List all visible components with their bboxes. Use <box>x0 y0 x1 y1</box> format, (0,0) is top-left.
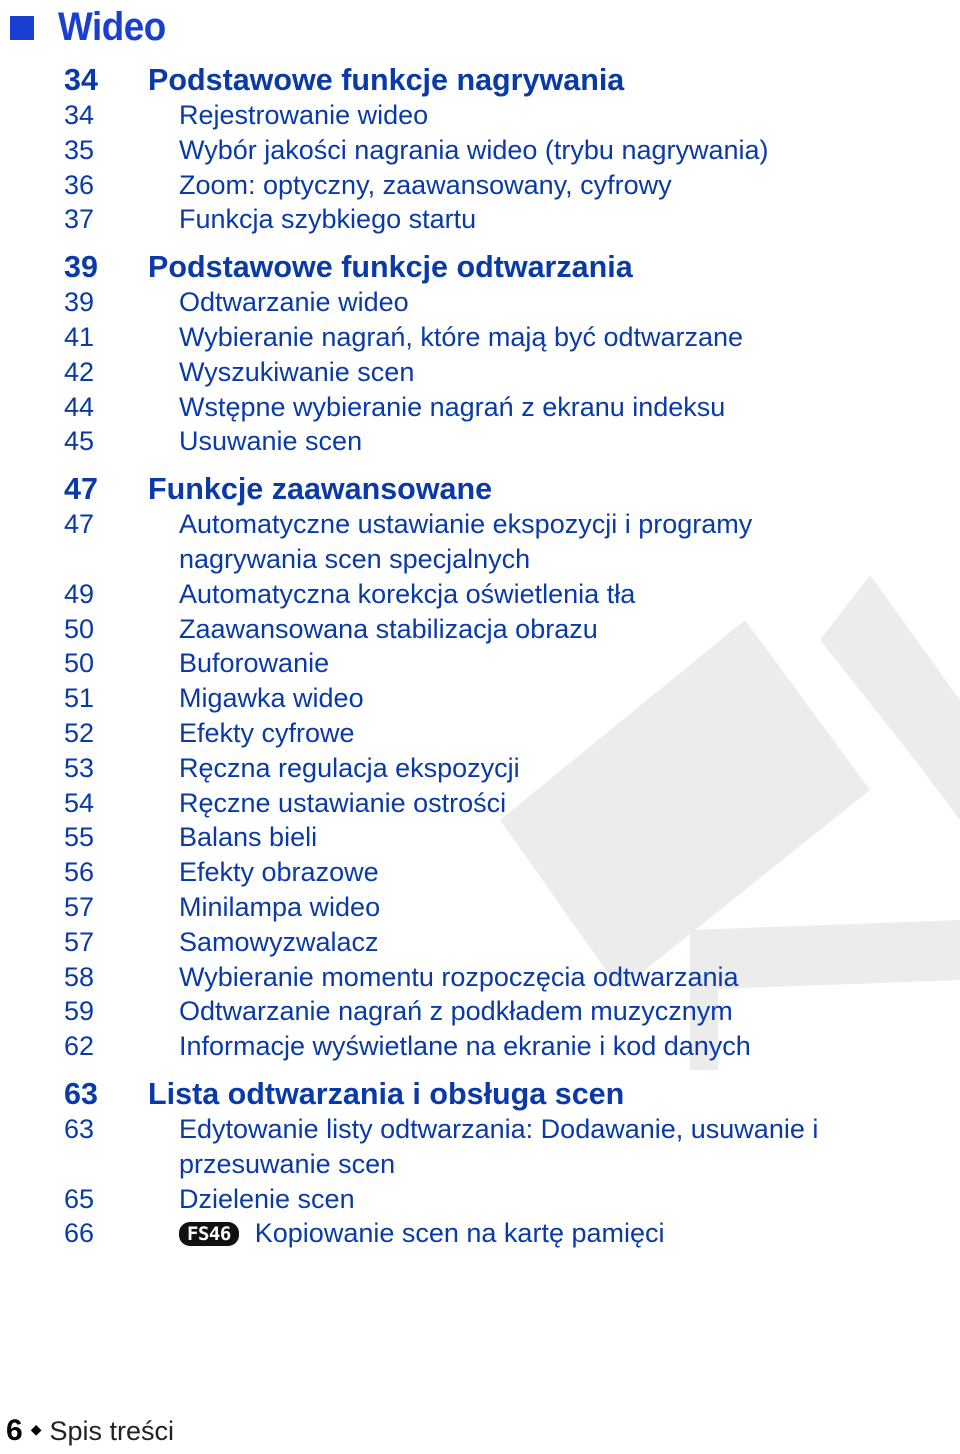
toc-entry[interactable] <box>64 168 940 203</box>
toc-group-heading[interactable] <box>64 249 940 285</box>
entry-title: Automatyczne ustawianie ekspozycji i programy <box>179 509 753 540</box>
entry-title: Ręczna regulacja ekspozycji <box>179 752 520 783</box>
entry-page-number: 51 <box>64 683 95 714</box>
entry-page-number: 39 <box>64 287 95 318</box>
heading-title: Funkcje zaawansowane <box>148 472 493 507</box>
entry-page-number: 56 <box>64 857 95 888</box>
entry-page-number: 65 <box>64 1183 95 1214</box>
entry-title: nagrywania scen specjalnych <box>179 543 531 574</box>
toc-entry[interactable] <box>64 786 940 821</box>
footer-label: Spis treści <box>49 1416 175 1446</box>
section-header <box>10 4 175 50</box>
entry-title: Zaawansowana stabilizacja obrazu <box>179 613 598 644</box>
entry-page-number: 35 <box>64 134 95 165</box>
entry-page-number: 54 <box>64 787 95 818</box>
toc-entry[interactable] <box>64 577 940 612</box>
heading-page-number: 39 <box>64 250 98 285</box>
entry-title-text: Kopiowanie scen na kartę pamięci <box>254 1218 665 1249</box>
toc-entry[interactable] <box>64 646 940 681</box>
toc-entry[interactable] <box>64 1182 940 1217</box>
heading-title: Podstawowe funkcje odtwarzania <box>148 250 633 285</box>
toc-entry[interactable] <box>64 98 940 133</box>
toc-entry[interactable] <box>64 820 940 855</box>
entry-page-number: 59 <box>64 996 95 1027</box>
entry-title: Balans bieli <box>179 822 318 853</box>
toc-group <box>64 471 940 1064</box>
entry-title: Odtwarzanie nagrań z podkładem muzycznym <box>179 996 733 1027</box>
entry-title: Minilampa wideo <box>179 891 381 922</box>
entry-page-number: 36 <box>64 169 95 200</box>
toc-group <box>64 1076 940 1251</box>
entry-page-number: 50 <box>64 648 95 679</box>
entry-title: Wybieranie momentu rozpoczęcia odtwarzania <box>179 961 739 992</box>
toc-entry[interactable] <box>64 681 940 716</box>
entry-title: Wstępne wybieranie nagrań z ekranu indeksu <box>179 391 726 422</box>
toc-entry-continuation[interactable] <box>64 542 940 577</box>
entry-title: Odtwarzanie wideo <box>179 287 409 318</box>
toc-group-heading[interactable] <box>64 471 940 507</box>
entry-title: Usuwanie scen <box>179 426 363 457</box>
entry-page-number: 52 <box>64 717 95 748</box>
toc-entry[interactable] <box>64 133 940 168</box>
entry-page-number: 53 <box>64 752 95 783</box>
heading-title: Podstawowe funkcje nagrywania <box>148 63 625 97</box>
heading-page-number: 63 <box>64 1076 98 1111</box>
toc-entry[interactable] <box>64 960 940 995</box>
heading-page-number: 47 <box>64 472 98 507</box>
toc-entry[interactable] <box>64 751 940 786</box>
entry-title: przesuwanie scen <box>179 1148 396 1179</box>
entry-title: Informacje wyświetlane na ekranie i kod danych <box>179 1031 751 1062</box>
toc-entry[interactable] <box>64 1112 940 1147</box>
toc-entry[interactable] <box>64 716 940 751</box>
toc-group-heading[interactable] <box>64 62 940 98</box>
entry-title: Efekty obrazowe <box>179 857 379 888</box>
entry-page-number: 50 <box>64 613 95 644</box>
heading-page-number: 34 <box>64 63 98 97</box>
toc-entry[interactable] <box>64 994 940 1029</box>
diamond-icon: ◆ <box>30 1421 42 1437</box>
heading-title: Lista odtwarzania i obsługa scen <box>148 1076 625 1111</box>
entry-page-number: 34 <box>64 100 95 130</box>
model-badge: FS46 <box>179 1222 239 1246</box>
entry-title: Wyszukiwanie scen <box>179 356 415 387</box>
page-footer <box>6 1414 174 1448</box>
toc-entry[interactable] <box>64 202 940 237</box>
entry-page-number: 55 <box>64 822 95 853</box>
entry-page-number: 41 <box>64 321 95 352</box>
entry-page-number: 62 <box>64 1031 95 1062</box>
toc-entry[interactable] <box>64 320 940 355</box>
entry-page-number: 66 <box>64 1218 95 1249</box>
toc-entry[interactable] <box>64 355 940 390</box>
toc-entry[interactable] <box>64 612 940 647</box>
entry-page-number: 63 <box>64 1113 95 1144</box>
toc-group-heading[interactable] <box>64 1076 940 1112</box>
entry-title: Ręczne ustawianie ostrości <box>179 787 507 818</box>
toc-entry[interactable] <box>64 925 940 960</box>
entry-title: Migawka wideo <box>179 683 364 714</box>
entry-title: Dzielenie scen <box>179 1183 355 1214</box>
toc-entry[interactable] <box>64 890 940 925</box>
entry-title: Rejestrowanie wideo <box>179 100 429 130</box>
entry-title <box>148 1216 665 1251</box>
entry-title: Samowyzwalacz <box>179 926 379 957</box>
section-title: Wideo <box>58 4 166 49</box>
entry-page-number: 45 <box>64 426 95 457</box>
entry-page-number: 49 <box>64 578 95 609</box>
toc-entry[interactable] <box>64 285 940 320</box>
toc-entry[interactable] <box>64 855 940 890</box>
entry-title: Edytowanie listy odtwarzania: Dodawanie, usuwanie i <box>179 1113 819 1144</box>
entry-title: Zoom: optyczny, zaawansowany, cyfrowy <box>179 169 672 200</box>
entry-page-number: 37 <box>64 204 95 235</box>
section-marker-icon <box>10 16 34 40</box>
toc-entry[interactable] <box>64 390 940 425</box>
entry-title: Automatyczna korekcja oświetlenia tła <box>179 578 636 609</box>
entry-page-number: 57 <box>64 891 95 922</box>
entry-page-number: 47 <box>64 509 95 540</box>
entry-title: Buforowanie <box>179 648 330 679</box>
entry-page-number: 57 <box>64 926 95 957</box>
entry-page-number: 44 <box>64 391 95 422</box>
footer-page-number: 6 <box>6 1414 23 1447</box>
entry-title: Wybór jakości nagrania wideo (trybu nagrywania) <box>179 134 769 165</box>
toc-entry[interactable] <box>64 1029 940 1064</box>
toc-group <box>64 249 940 459</box>
toc-entry[interactable] <box>64 1216 940 1251</box>
entry-title: Funkcja szybkiego startu <box>179 204 477 235</box>
toc-entry[interactable] <box>64 507 940 542</box>
toc-group <box>64 62 940 237</box>
toc-entry[interactable] <box>64 424 940 459</box>
toc-entry-continuation[interactable] <box>64 1147 940 1182</box>
entry-page-number: 58 <box>64 961 95 992</box>
entry-title: Wybieranie nagrań, które mają być odtwarzane <box>179 321 744 352</box>
entry-title: Efekty cyfrowe <box>179 717 355 748</box>
table-of-contents <box>64 62 940 1263</box>
entry-page-number: 42 <box>64 356 95 387</box>
